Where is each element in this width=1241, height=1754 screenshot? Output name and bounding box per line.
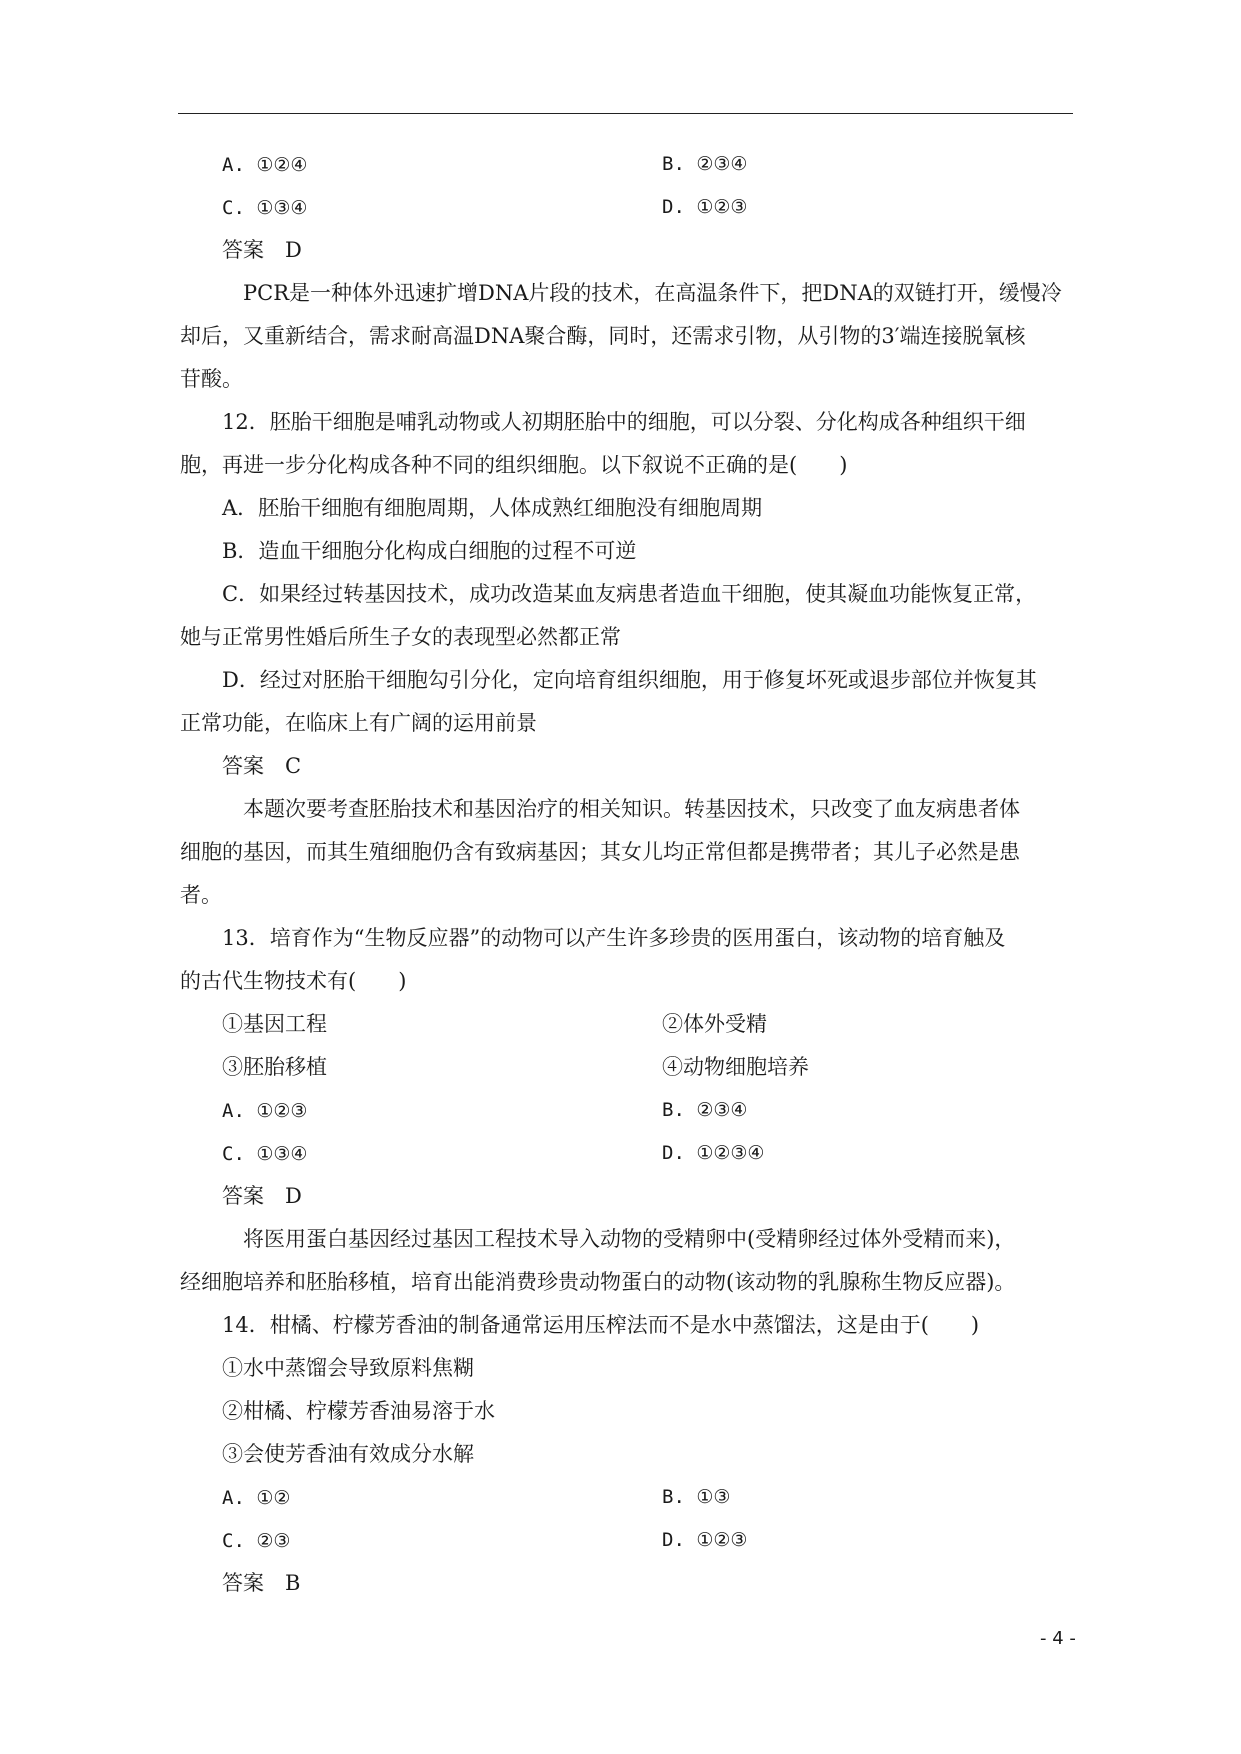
option-a: A. ①②④ [222, 154, 308, 176]
explanation-line: 本题次要考查胚胎技术和基因治疗的相关知识。转基因技术，只改变了血友病患者体 [243, 797, 1020, 821]
explanation-line: PCR是一种体外迅速扩增DNA片段的技术，在高温条件下，把DNA的双链打开，缓慢冷 [243, 281, 1062, 305]
option-c: C．如果经过转基因技术，成功改造某血友病患者造血干细胞，使其凝血功能恢复正常， [222, 582, 1037, 606]
option-d: D. ①②③④ [662, 1142, 765, 1164]
item-1: ①基因工程 [222, 1012, 327, 1036]
option-c: C. ①③④ [222, 1143, 308, 1165]
option-row [180, 1132, 1070, 1175]
option-row [180, 143, 1070, 186]
answer-line: 答案 D [222, 1184, 302, 1208]
item-3: ③胚胎移植 [222, 1055, 327, 1079]
option-b: B. ②③④ [662, 153, 748, 175]
question-stem: 12．胚胎干细胞是哺乳动物或人初期胚胎中的细胞，可以分裂、分化构成各种组织干细 [222, 410, 1026, 434]
question-stem: 13．培育作为“生物反应器”的动物可以产生许多珍贵的医用蛋白，该动物的培育触及 [222, 926, 1006, 950]
option-b: B．造血干细胞分化构成白细胞的过程不可逆 [222, 539, 637, 563]
question-stem: 胞，再进一步分化构成各种不同的组织细胞。以下叙说不正确的是( ) [180, 453, 848, 477]
explanation-line: 者。 [180, 883, 222, 907]
item-4: ④动物细胞培养 [662, 1055, 809, 1079]
option-c: C. ①③④ [222, 197, 308, 219]
item-row [180, 1003, 1070, 1046]
option-row [180, 1519, 1070, 1562]
page-number: - 4 - [1040, 1628, 1076, 1649]
item-2: ②体外受精 [662, 1012, 767, 1036]
option-row [180, 1476, 1070, 1519]
page-content [180, 143, 1070, 1605]
option-a: A. ①② [222, 1487, 291, 1509]
answer-line: 答案 C [222, 754, 302, 778]
answer-line: 答案 B [222, 1571, 301, 1595]
explanation-line: 将医用蛋白基因经过基因工程技术导入动物的受精卵中(受精卵经过体外受精而来)， [243, 1227, 1016, 1251]
option-a: A．胚胎干细胞有细胞周期，人体成熟红细胞没有细胞周期 [222, 496, 763, 520]
question-stem: 14．柑橘、柠檬芳香油的制备通常运用压榨法而不是水中蒸馏法，这是由于( ) [222, 1313, 980, 1337]
item-row [180, 1046, 1070, 1089]
option-d: D．经过对胚胎干细胞勾引分化，定向培育组织细胞，用于修复坏死或退步部位并恢复其 [222, 668, 1037, 692]
explanation-line: 经细胞培养和胚胎移植，培育出能消费珍贵动物蛋白的动物(该动物的乳腺称生物反应器)。 [180, 1270, 1016, 1294]
option-d-continued: 正常功能，在临床上有广阔的运用前景 [180, 711, 537, 735]
option-d: D. ①②③ [662, 1529, 748, 1551]
option-c-continued: 她与正常男性婚后所生子女的表现型必然都正常 [180, 625, 621, 649]
explanation-line: 却后，又重新结合，需求耐高温DNA聚合酶，同时，还需求引物，从引物的3′端连接脱氧核 [180, 324, 1026, 348]
explanation-line: 细胞的基因，而其生殖细胞仍含有致病基因；其女儿均正常但都是携带者；其儿子必然是患 [180, 840, 1020, 864]
option-b: B. ①③ [662, 1486, 731, 1508]
item-3: ③会使芳香油有效成分水解 [222, 1442, 474, 1466]
option-d: D. ①②③ [662, 196, 748, 218]
option-row [180, 1089, 1070, 1132]
answer-line: 答案 D [222, 238, 302, 262]
item-1: ①水中蒸馏会导致原料焦糊 [222, 1356, 474, 1380]
question-stem: 的古代生物技术有( ) [180, 969, 407, 993]
explanation-line: 苷酸。 [180, 367, 243, 391]
header-rule [178, 113, 1073, 114]
option-row [180, 186, 1070, 229]
option-c: C. ②③ [222, 1530, 291, 1552]
item-2: ②柑橘、柠檬芳香油易溶于水 [222, 1399, 495, 1423]
option-b: B. ②③④ [662, 1099, 748, 1121]
option-a: A. ①②③ [222, 1100, 308, 1122]
